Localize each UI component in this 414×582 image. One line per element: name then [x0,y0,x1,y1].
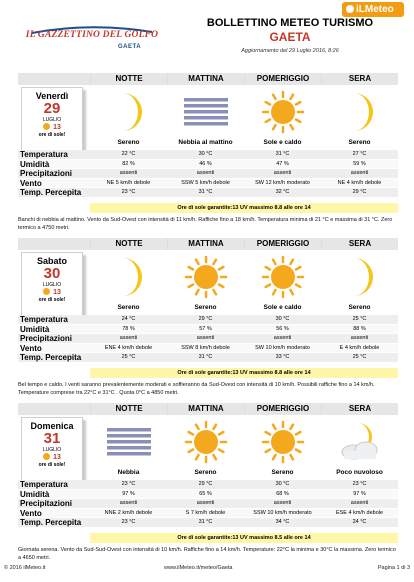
sun-hours-label: ore di sole! [38,132,66,138]
perceived-temperature-value: 31 °C [198,354,213,360]
row-label: Precipitazioni [20,334,73,343]
precipitation-value: assenti [273,335,292,341]
moon-cloud-icon [338,420,382,464]
wind-row [18,344,398,354]
gazzettino-logo [22,26,162,58]
ilmeteo-logo: iLMeteo [342,2,404,17]
period-label: NOTTE [90,403,167,415]
period-label: POMERIGGIO [244,403,321,415]
wind-value: NNE 2 km/h debole [104,509,153,516]
perceived-temperature-row [18,518,398,528]
humidity-value: 46 % [199,160,212,167]
period-label: NOTTE [90,73,167,85]
weather-description: Sole e caldo [263,304,302,311]
forecast-table [18,315,398,363]
row-label: Umidità [20,159,50,169]
row-label: Umidità [20,324,50,334]
perceived-temperature-row [18,188,398,198]
day-name: Sabato [36,256,67,266]
weather-description: Sereno [348,139,371,146]
sun-uv-bar: Ore di sole garantite:13 UV massimo 8.8 alle ore 14 [90,203,398,213]
sun-icon [43,453,50,460]
row-label: Temp. Percepita [20,518,82,527]
weather-description: Sole e caldo [263,139,302,146]
day-forecast-1 [18,73,398,231]
period-label: MATTINA [167,403,244,415]
humidity-value: 78 % [122,325,135,332]
forecast-table [18,150,398,198]
temperature-value: 30 °C [275,481,290,487]
row-label: Temp. Percepita [20,353,82,362]
perceived-temperature-value: 31 °C [198,189,213,195]
day-number: 30 [43,265,61,282]
wind-value: ESE 4 km/h debole [335,509,384,516]
perceived-temperature-value: 29 °C [352,189,367,195]
row-label: Temperatura [20,315,68,324]
period-header [90,238,398,250]
wind-value: SSW 8 km/h debole [181,344,230,351]
row-label: Temperatura [20,150,68,159]
date-card [21,252,83,320]
humidity-value: 97 % [353,490,366,497]
wind-value: SW 10 km/h moderato [255,344,310,351]
humidity-row [18,490,398,500]
bulletin-title: BOLLETTINO METEO TURISMO [206,17,374,29]
precipitation-value: assenti [350,170,369,176]
wind-value: E 4 km/h debole [339,344,380,351]
precipitation-value: assenti [273,500,292,506]
precipitation-value: assenti [350,500,369,506]
perceived-temperature-value: 24 °C [352,519,367,525]
temperature-row [18,480,398,490]
row-label: Umidità [20,489,50,499]
period-label: MATTINA [167,238,244,250]
sun-icon [43,288,50,295]
date-card [21,87,83,155]
humidity-value: 56 % [276,325,289,332]
humidity-value: 97 % [122,490,135,497]
period-label: POMERIGGIO [244,73,321,85]
precipitation-value: assenti [119,500,138,506]
period-label: SERA [321,403,398,415]
precipitation-row [18,169,398,179]
weather-icons-row [90,87,398,137]
perceived-temperature-value: 23 °C [121,519,136,525]
period-header [90,403,398,415]
temperature-value: 30 °C [198,151,213,157]
footer-url[interactable]: www.ilMeteo.it/meteo/Gaeta [164,565,233,571]
weather-description: Sereno [348,304,371,311]
weather-description: Sereno [117,139,140,146]
precipitation-value: assenti [196,335,215,341]
forecast-note: Bel tempo e caldo. I venti saranno prevalentemente moderati e soffieranno da Sud-Ovest con intensità di 10 km/h. Possibili raffiche fino a 14 km/h. Temperature comprese tra 22°C e 31°C . Quota 0°C a 4850 metri. [18,382,375,396]
humidity-value: 88 % [353,325,366,332]
weather-description: Poco nuvoloso [336,469,383,476]
period-label: NOTTE [90,238,167,250]
temperature-value: 23 °C [352,481,367,487]
sun-icon [261,90,305,134]
temperature-row [18,150,398,160]
sun-icon [184,420,228,464]
row-label: Temp. Percepita [20,188,82,197]
day-forecast-2 [18,238,398,396]
perceived-temperature-value: 25 °C [352,354,367,360]
wind-value: NE 4 km/h debole [337,179,382,186]
precipitation-value: assenti [196,500,215,506]
sun-hours: 13 [22,453,82,462]
forecast-note: Banchi di nebbia al mattino. Vento da Sud-Ovest con intensità di 11 km/h. Raffiche fino a 18 km/h. Temperatura minima di 21 °C e massima di 31 °C. Zero termico a 4750 metri. [18,217,393,231]
sun-icon [261,255,305,299]
moon-icon [109,90,149,134]
humidity-value: 65 % [199,490,212,497]
day-number: 31 [43,430,61,447]
sun-icon [43,123,50,130]
wind-row [18,179,398,189]
sun-icon [261,420,305,464]
fog-icon [107,420,151,464]
wind-value: SW 12 km/h moderato [255,179,310,186]
page-header [0,0,414,64]
wind-row [18,509,398,519]
precipitation-row [18,499,398,509]
period-header [90,73,398,85]
wind-value: SSW 5 km/h debole [181,179,230,186]
date-card [21,417,83,485]
sun-hours-label: ore di sole! [38,297,66,303]
humidity-value: 47 % [276,160,289,167]
city-name: GAETA [269,30,311,44]
day-number: 29 [43,100,61,117]
humidity-row [18,160,398,170]
month: LUGLIO [42,447,62,453]
wind-value: SSW 10 km/h moderato [253,509,312,516]
period-label: POMERIGGIO [244,238,321,250]
humidity-row [18,325,398,335]
humidity-value: 82 % [122,160,135,167]
row-label: Vento [20,508,42,518]
perceived-temperature-value: 31 °C [198,519,213,525]
perceived-temperature-value: 34 °C [275,519,290,525]
temperature-value: 31 °C [275,151,290,157]
perceived-temperature-row [18,353,398,363]
temperature-value: 29 °C [198,481,213,487]
wind-value: ENE 4 km/h debole [104,344,153,351]
page-footer [4,565,410,575]
moon-icon [340,90,380,134]
sun-icon [184,255,228,299]
sun-icon [346,5,354,13]
weather-description-row [90,469,398,479]
sun-hours-label: ore di sole! [38,462,66,468]
logo-text: IL GAZZETTINO DEL GOLFO [25,30,159,40]
perceived-temperature-value: 33 °C [275,354,290,360]
row-label: Vento [20,178,42,188]
sun-hours: 13 [22,123,82,132]
update-time: Aggiornamento del 29 Luglio 2016, 8:26 [241,48,339,54]
precipitation-value: assenti [119,335,138,341]
weather-description: Nebbia [117,469,140,476]
day-forecast-3 [18,403,398,561]
temperature-value: 22 °C [121,151,136,157]
temperature-value: 27 °C [352,151,367,157]
temperature-value: 30 °C [275,316,290,322]
moon-icon [340,255,380,299]
temperature-value: 29 °C [198,316,213,322]
weather-description: Sereno [194,469,217,476]
sun-hours: 13 [22,288,82,297]
day-name: Domenica [30,421,74,431]
fog-icon [184,90,228,134]
weather-icons-row [90,252,398,302]
wind-value: S 7 km/h debole [185,509,226,516]
month: LUGLIO [42,282,62,288]
footer-page-number: Pagina 1 di 3 [377,565,410,571]
temperature-value: 25 °C [352,316,367,322]
precipitation-row [18,334,398,344]
weather-description: Sereno [271,469,294,476]
period-label: SERA [321,73,398,85]
forecast-note: Giornata serena. Vento da Sud-Sud-Ovest con intensità di 10 km/h. Raffiche fino a 14 km/h. Temperature: 22°C la minima e 30°C la massima. Zero termico a 4650 metri. [18,547,396,561]
logo-subtext: GAETA [118,44,142,50]
sun-uv-bar: Ore di sole garantite:13 UV massimo 8.8 alle ore 14 [90,368,398,378]
month: LUGLIO [42,117,62,123]
row-label: Precipitazioni [20,499,73,508]
period-label: MATTINA [167,73,244,85]
footer-copyright: © 2016 ilMeteo.it [4,565,46,571]
precipitation-value: assenti [196,170,215,176]
precipitation-value: assenti [119,170,138,176]
weather-icons-row [90,417,398,467]
moon-icon [109,255,149,299]
weather-description: Sereno [194,304,217,311]
sun-uv-bar: Ore di sole garantite:13 UV massimo 8.5 alle ore 14 [90,533,398,543]
weather-description: Sereno [117,304,140,311]
forecast-table [18,480,398,528]
precipitation-value: assenti [350,335,369,341]
temperature-value: 24 °C [121,316,136,322]
humidity-value: 59 % [353,160,366,167]
weather-description-row [90,139,398,149]
row-label: Precipitazioni [20,169,73,178]
period-label: SERA [321,238,398,250]
temperature-value: 23 °C [121,481,136,487]
humidity-value: 57 % [199,325,212,332]
perceived-temperature-value: 25 °C [121,354,136,360]
wind-value: NE 5 km/h debole [106,179,151,186]
weather-description: Nebbia al mattino [178,139,233,146]
temperature-row [18,315,398,325]
weather-description-row [90,304,398,314]
perceived-temperature-value: 23 °C [121,189,136,195]
humidity-value: 68 % [276,490,289,497]
row-label: Vento [20,343,42,353]
precipitation-value: assenti [273,170,292,176]
row-label: Temperatura [20,480,68,489]
day-name: Venerdì [35,91,69,101]
perceived-temperature-value: 32 °C [275,189,290,195]
